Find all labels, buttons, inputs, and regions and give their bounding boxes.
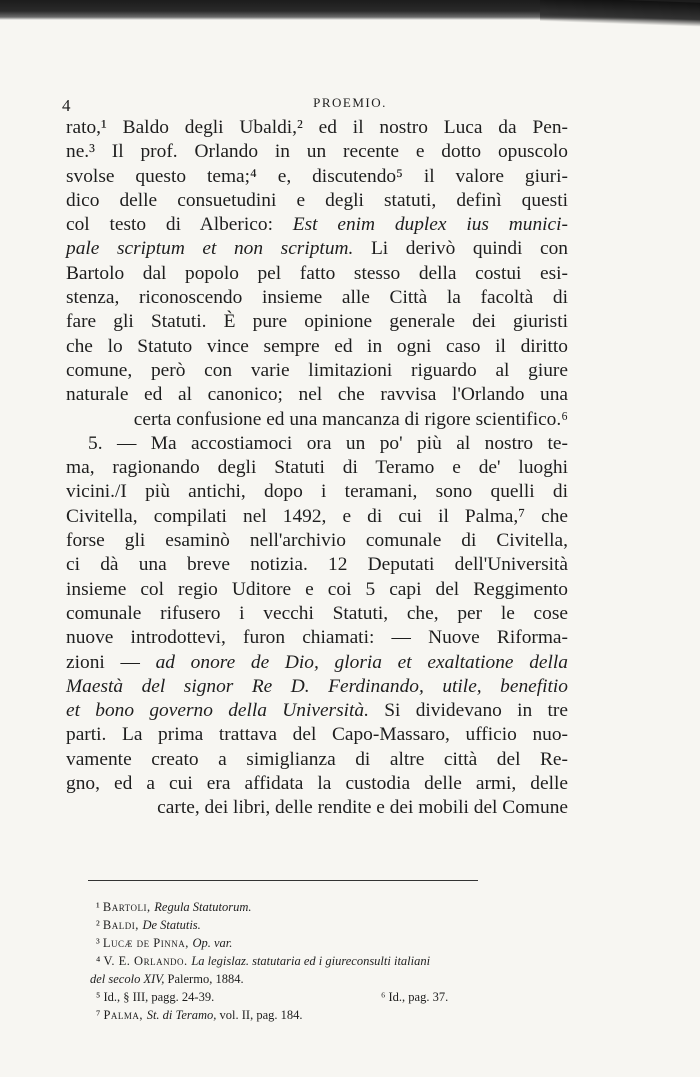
footnote-work: del secolo XIV, xyxy=(90,972,165,986)
text-line xyxy=(66,237,568,261)
footnote-number: ² xyxy=(96,918,103,932)
footnote-number: ⁷ xyxy=(96,1008,104,1022)
footnote-work: La legislaz. statutaria ed i giureconsulti italiani xyxy=(191,954,431,968)
page-number: 4 xyxy=(62,96,71,115)
text-segment: carte, dei libri, delle rendite e dei mobili del Comune xyxy=(157,797,568,819)
scan-edge-shadow xyxy=(0,0,700,20)
body-text xyxy=(66,116,568,821)
text-segment: vamente creato a simiglianza di altre città del Re- xyxy=(66,748,568,770)
text-segment: naturale ed al canonico; nel che ravvisa l'Orlando una xyxy=(66,384,568,406)
footnote-tail: Palermo, 1884. xyxy=(164,972,244,986)
text-line xyxy=(66,383,568,407)
text-segment: dico delle consuetudini e degli statuti, definì questi xyxy=(66,189,568,211)
text-segment: vicini./I più antichi, dopo i teramani, sono quelli di xyxy=(66,481,568,503)
footnote xyxy=(96,898,574,916)
footnote-tail: Id., § III, pagg. 24-39. xyxy=(103,990,215,1004)
footnote xyxy=(96,916,574,934)
text-line xyxy=(66,699,568,723)
text-segment: insieme col regio Uditore e coi 5 capi del Reggimento xyxy=(66,578,568,600)
footnote-author: Lucæ de Pinna, xyxy=(102,936,193,950)
text-line xyxy=(66,529,568,553)
italic-segment: ad onore de Dio, gloria et exaltatione della xyxy=(155,651,568,673)
footnote-author: Palma, xyxy=(103,1008,147,1022)
text-segment: Bartolo dal popolo pel fatto stesso della costui esi- xyxy=(66,262,568,284)
text-line xyxy=(66,796,568,820)
text-segment: comunale rifusero i vecchi Statuti, che, per le cose xyxy=(66,602,568,624)
text-line xyxy=(66,480,568,504)
text-line xyxy=(66,286,568,310)
footnote-rule xyxy=(88,880,478,881)
footnote xyxy=(96,988,574,1006)
text-segment: 5. — Ma accostiamoci ora un po' più al nostro te- xyxy=(88,432,568,454)
text-segment: certa confusione ed una mancanza di rigore scientifico.⁶ xyxy=(133,408,568,430)
text-line xyxy=(66,456,568,480)
footnote-number: ⁵ xyxy=(96,990,104,1004)
text-segment: zioni — xyxy=(66,651,156,673)
footnote-work: Regula Statutorum. xyxy=(154,900,252,914)
footnote-number: ¹ xyxy=(96,900,103,914)
text-line xyxy=(66,359,568,383)
text-line xyxy=(66,262,568,286)
text-segment: ci dà una breve notizia. 12 Deputati dell'Università xyxy=(66,554,568,576)
text-line xyxy=(66,772,568,796)
text-segment: parti. La prima trattava del Capo-Massaro, ufficio nuo- xyxy=(66,724,568,746)
text-line xyxy=(66,651,568,675)
text-line xyxy=(66,723,568,747)
text-segment: ma, ragionando degli Statuti di Teramo e de' luoghi xyxy=(66,457,568,479)
text-line xyxy=(66,310,568,334)
text-segment: stenza, riconoscendo insieme alle Città la facoltà di xyxy=(66,287,568,309)
text-line xyxy=(66,213,568,237)
text-line xyxy=(66,140,568,164)
footnote-author: V. E. Orlando. xyxy=(103,954,192,968)
footnote-author: Baldi, xyxy=(102,918,143,932)
footnote xyxy=(96,1006,574,1024)
footnote-tail: vol. II, pag. 184. xyxy=(216,1008,303,1022)
running-head: PROEMIO. xyxy=(313,95,387,110)
text-segment: forse gli esaminò nell'archivio comunale di Civitella, xyxy=(66,530,568,552)
italic-segment: pale scriptum et non scriptum. xyxy=(66,238,354,260)
text-segment: fare gli Statuti. È pure opinione generale dei giuristi xyxy=(66,311,568,333)
footnotes xyxy=(90,898,574,1024)
text-line xyxy=(66,748,568,772)
footnote-work: St. di Teramo, xyxy=(146,1008,217,1022)
text-segment: svolse questo tema;⁴ e, discutendo⁵ il valore giuri- xyxy=(66,165,568,187)
text-segment: col testo di Alberico: xyxy=(66,214,293,236)
text-segment: Si dividevano in tre xyxy=(368,700,568,722)
text-line xyxy=(66,553,568,577)
footnote xyxy=(96,934,574,952)
text-segment: che lo Statuto vince sempre ed in ogni caso il diritto xyxy=(66,335,568,357)
text-line xyxy=(66,675,568,699)
text-line xyxy=(66,189,568,213)
footnote-work: Op. var. xyxy=(192,936,233,950)
text-line xyxy=(66,408,568,432)
italic-segment: et bono governo della Università. xyxy=(66,700,369,722)
text-line xyxy=(66,626,568,650)
text-segment: comune, però con varie limitazioni riguardo al giure xyxy=(66,359,568,381)
footnote-work: De Statutis. xyxy=(142,918,201,932)
text-line xyxy=(66,602,568,626)
text-line xyxy=(66,165,568,189)
italic-segment: Est enim duplex ius munici- xyxy=(292,214,568,236)
text-line xyxy=(66,335,568,359)
footnote-number: ³ xyxy=(96,936,103,950)
text-line xyxy=(66,505,568,529)
text-segment: Li derivò quindi con xyxy=(353,238,568,260)
text-segment: rato,¹ Baldo degli Ubaldi,² ed il nostro Luca da Pen- xyxy=(66,117,568,138)
text-segment: Civitella, compilati nel 1492, e di cui il Palma,⁷ che xyxy=(66,505,568,527)
italic-segment: Maestà del signor Re D. Ferdinando, utile, benefitio xyxy=(66,675,568,697)
footnote-right: ⁶ Id., pag. 37. xyxy=(381,990,449,1004)
text-line xyxy=(66,116,568,140)
text-line xyxy=(66,432,568,456)
text-segment: nuove introdottevi, furon chiamati: — Nuove Riforma- xyxy=(66,627,568,649)
text-line xyxy=(66,578,568,602)
text-segment: ne.³ Il prof. Orlando in un recente e dotto opuscolo xyxy=(66,141,568,163)
footnote xyxy=(96,952,574,970)
footnote-author: Bartoli, xyxy=(102,900,155,914)
footnote xyxy=(90,970,574,988)
footnote-number: ⁴ xyxy=(96,954,104,968)
text-segment: gno, ed a cui era affidata la custodia delle armi, delle xyxy=(66,773,568,795)
